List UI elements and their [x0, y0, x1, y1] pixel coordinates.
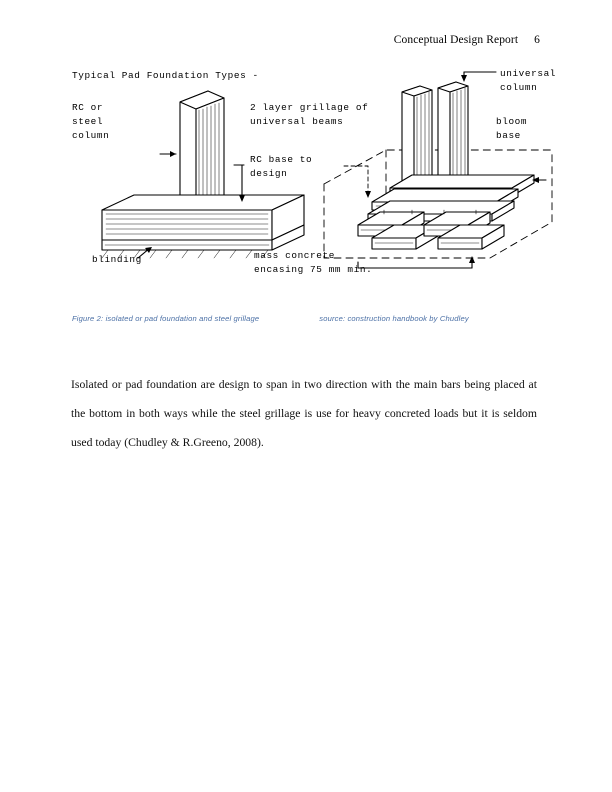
figure-label-universal-column-l1: universal	[500, 68, 557, 79]
figure-label-rc-base-l1: RC base to	[250, 154, 313, 165]
figure-caption-text: Figure 2: isolated or pad foundation and steel grillage	[72, 314, 260, 323]
figure-caption-source: source: construction handbook by Chudley	[319, 314, 469, 323]
figure-label-mass-concrete-l1: mass concrete	[254, 250, 335, 261]
page-number: 6	[534, 34, 540, 46]
figure-label-rc-column-l1: RC or	[72, 102, 104, 113]
figure-label-rc-base-l2: design	[250, 168, 288, 179]
figure-label-rc-column-l2: steel	[72, 116, 104, 127]
figure-label-title: Typical Pad Foundation Types -	[72, 70, 259, 81]
figure-label-grillage-l1: 2 layer grillage of	[250, 102, 369, 113]
figure-caption	[72, 314, 542, 323]
page-header	[394, 34, 540, 46]
figure-label-mass-concrete-l2: encasing 75 mm min.	[254, 264, 373, 275]
figure-image	[72, 62, 562, 287]
figure-label-blinding: blinding	[92, 254, 142, 265]
figure-label-grillage-l2: universal beams	[250, 116, 344, 127]
figure-label-bloom-base-l2: base	[496, 130, 521, 141]
figure-label-universal-column-l2: column	[500, 82, 538, 93]
body-paragraph: Isolated or pad foundation are design to span in two direction with the main bars being placed at the bottom in both ways while the steel grillage is use for heavy concreted loads but it is seldom used today (Chudley & R.Greeno, 2008).	[71, 378, 537, 449]
figure-label-bloom-base-l1: bloom	[496, 116, 528, 127]
figure-label-rc-column-l3: column	[72, 130, 110, 141]
header-title: Conceptual Design Report	[393, 34, 519, 46]
